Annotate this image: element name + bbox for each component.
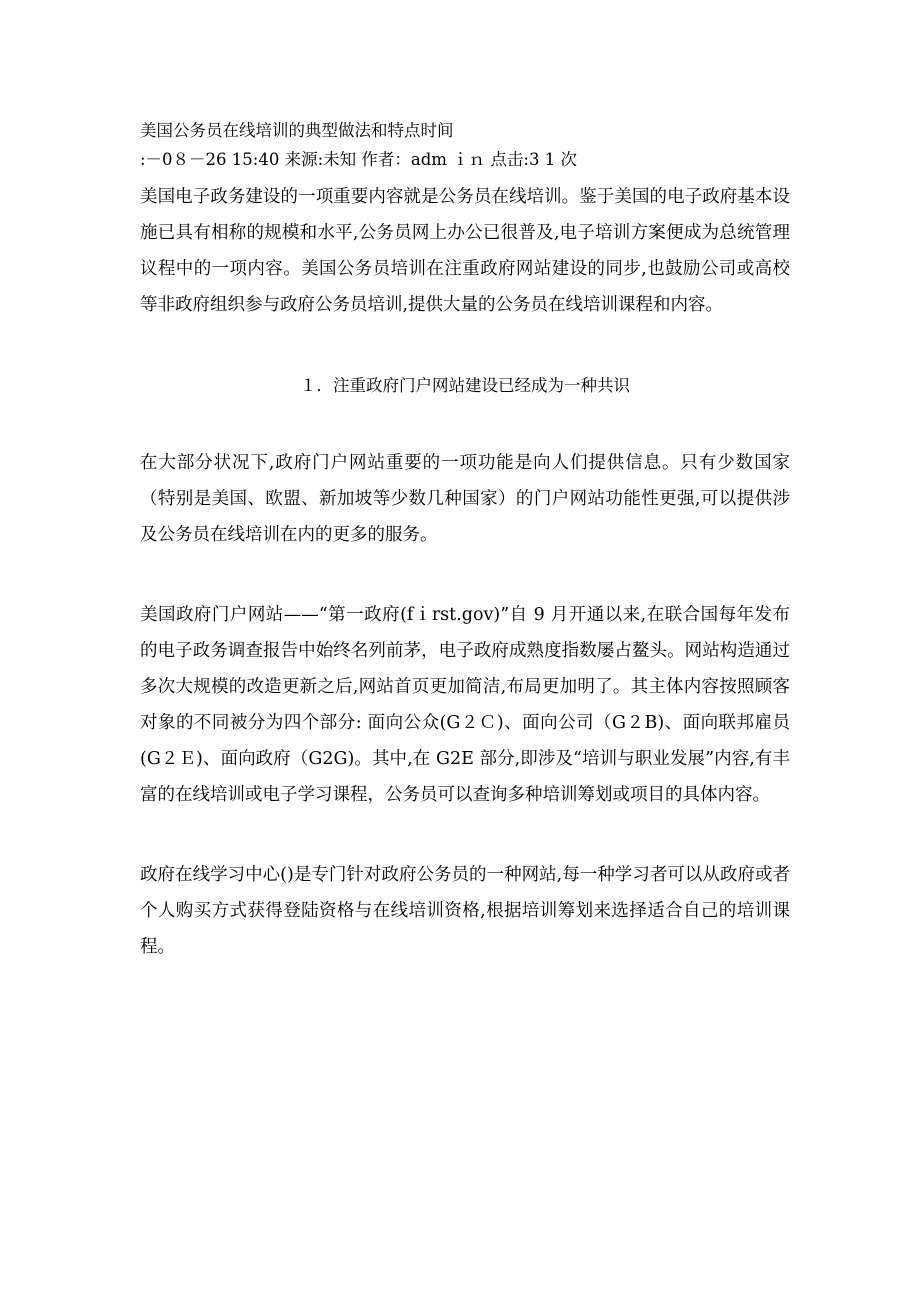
paragraph-3: 政府在线学习中心()是专门针对政府公务员的一种网站,每一种学习者可以从政府或者个人购买方式获得登陆资格与在线培训资格,根据培训筹划来选择适合自己的培训课程。 xyxy=(140,865,790,957)
paragraph-2: 美国政府门户网站——“第一政府(fｉrst.gov)”自 9 月开通以来,在联合国每年发布的电子政务调查报告中始终名列前茅，电子政府成熟度指数屡占鳌头。网站构造通过多次大规模的改造更新之后,网站首页更加简洁,布局更加明了。其主体内容按照顾客对象的不同被分为四个部分: 面向公众(G２Ｃ)、面向公司（G２B)、面向联邦雇员(G２Ｅ)、面向政府（G2G)。其中,在 G2E 部分,即涉及“培训与职业发展”内容,有丰富的在线培训或电子学习课程，公务员可以查询多种培训筹划或项目的具体内容。 xyxy=(140,605,790,805)
paragraph-1: 在大部分状况下,政府门户网站重要的一项功能是向人们提供信息。只有少数国家（特别是美国、欧盟、新加坡等少数几种国家）的门户网站功能性更强,可以提供涉及公务员在线培训在内的更多的服务。 xyxy=(140,453,790,545)
document-title: 美国公务员在线培训的典型做法和特点时间 xyxy=(140,121,454,140)
document-body xyxy=(140,118,790,965)
section-heading: １．注重政府门户网站建设已经成为一种共识 xyxy=(300,376,630,395)
intro-paragraph: 美国电子政务建设的一项重要内容就是公务员在线培训。鉴于美国的电子政府基本设施已具有相称的规模和水平,公务员网上办公已很普及,电子培训方案便成为总统管理议程中的一项内容。美国公务员培训在注重政府网站建设的同步,也鼓励公司或高校等非政府组织参与政府公务员培训,提供大量的公务员在线培训课程和内容。 xyxy=(140,187,790,315)
document-meta: :－0８－26 15:40 来源:未知 作者：adm ｉｎ 点击:3 1 次 xyxy=(140,150,577,169)
